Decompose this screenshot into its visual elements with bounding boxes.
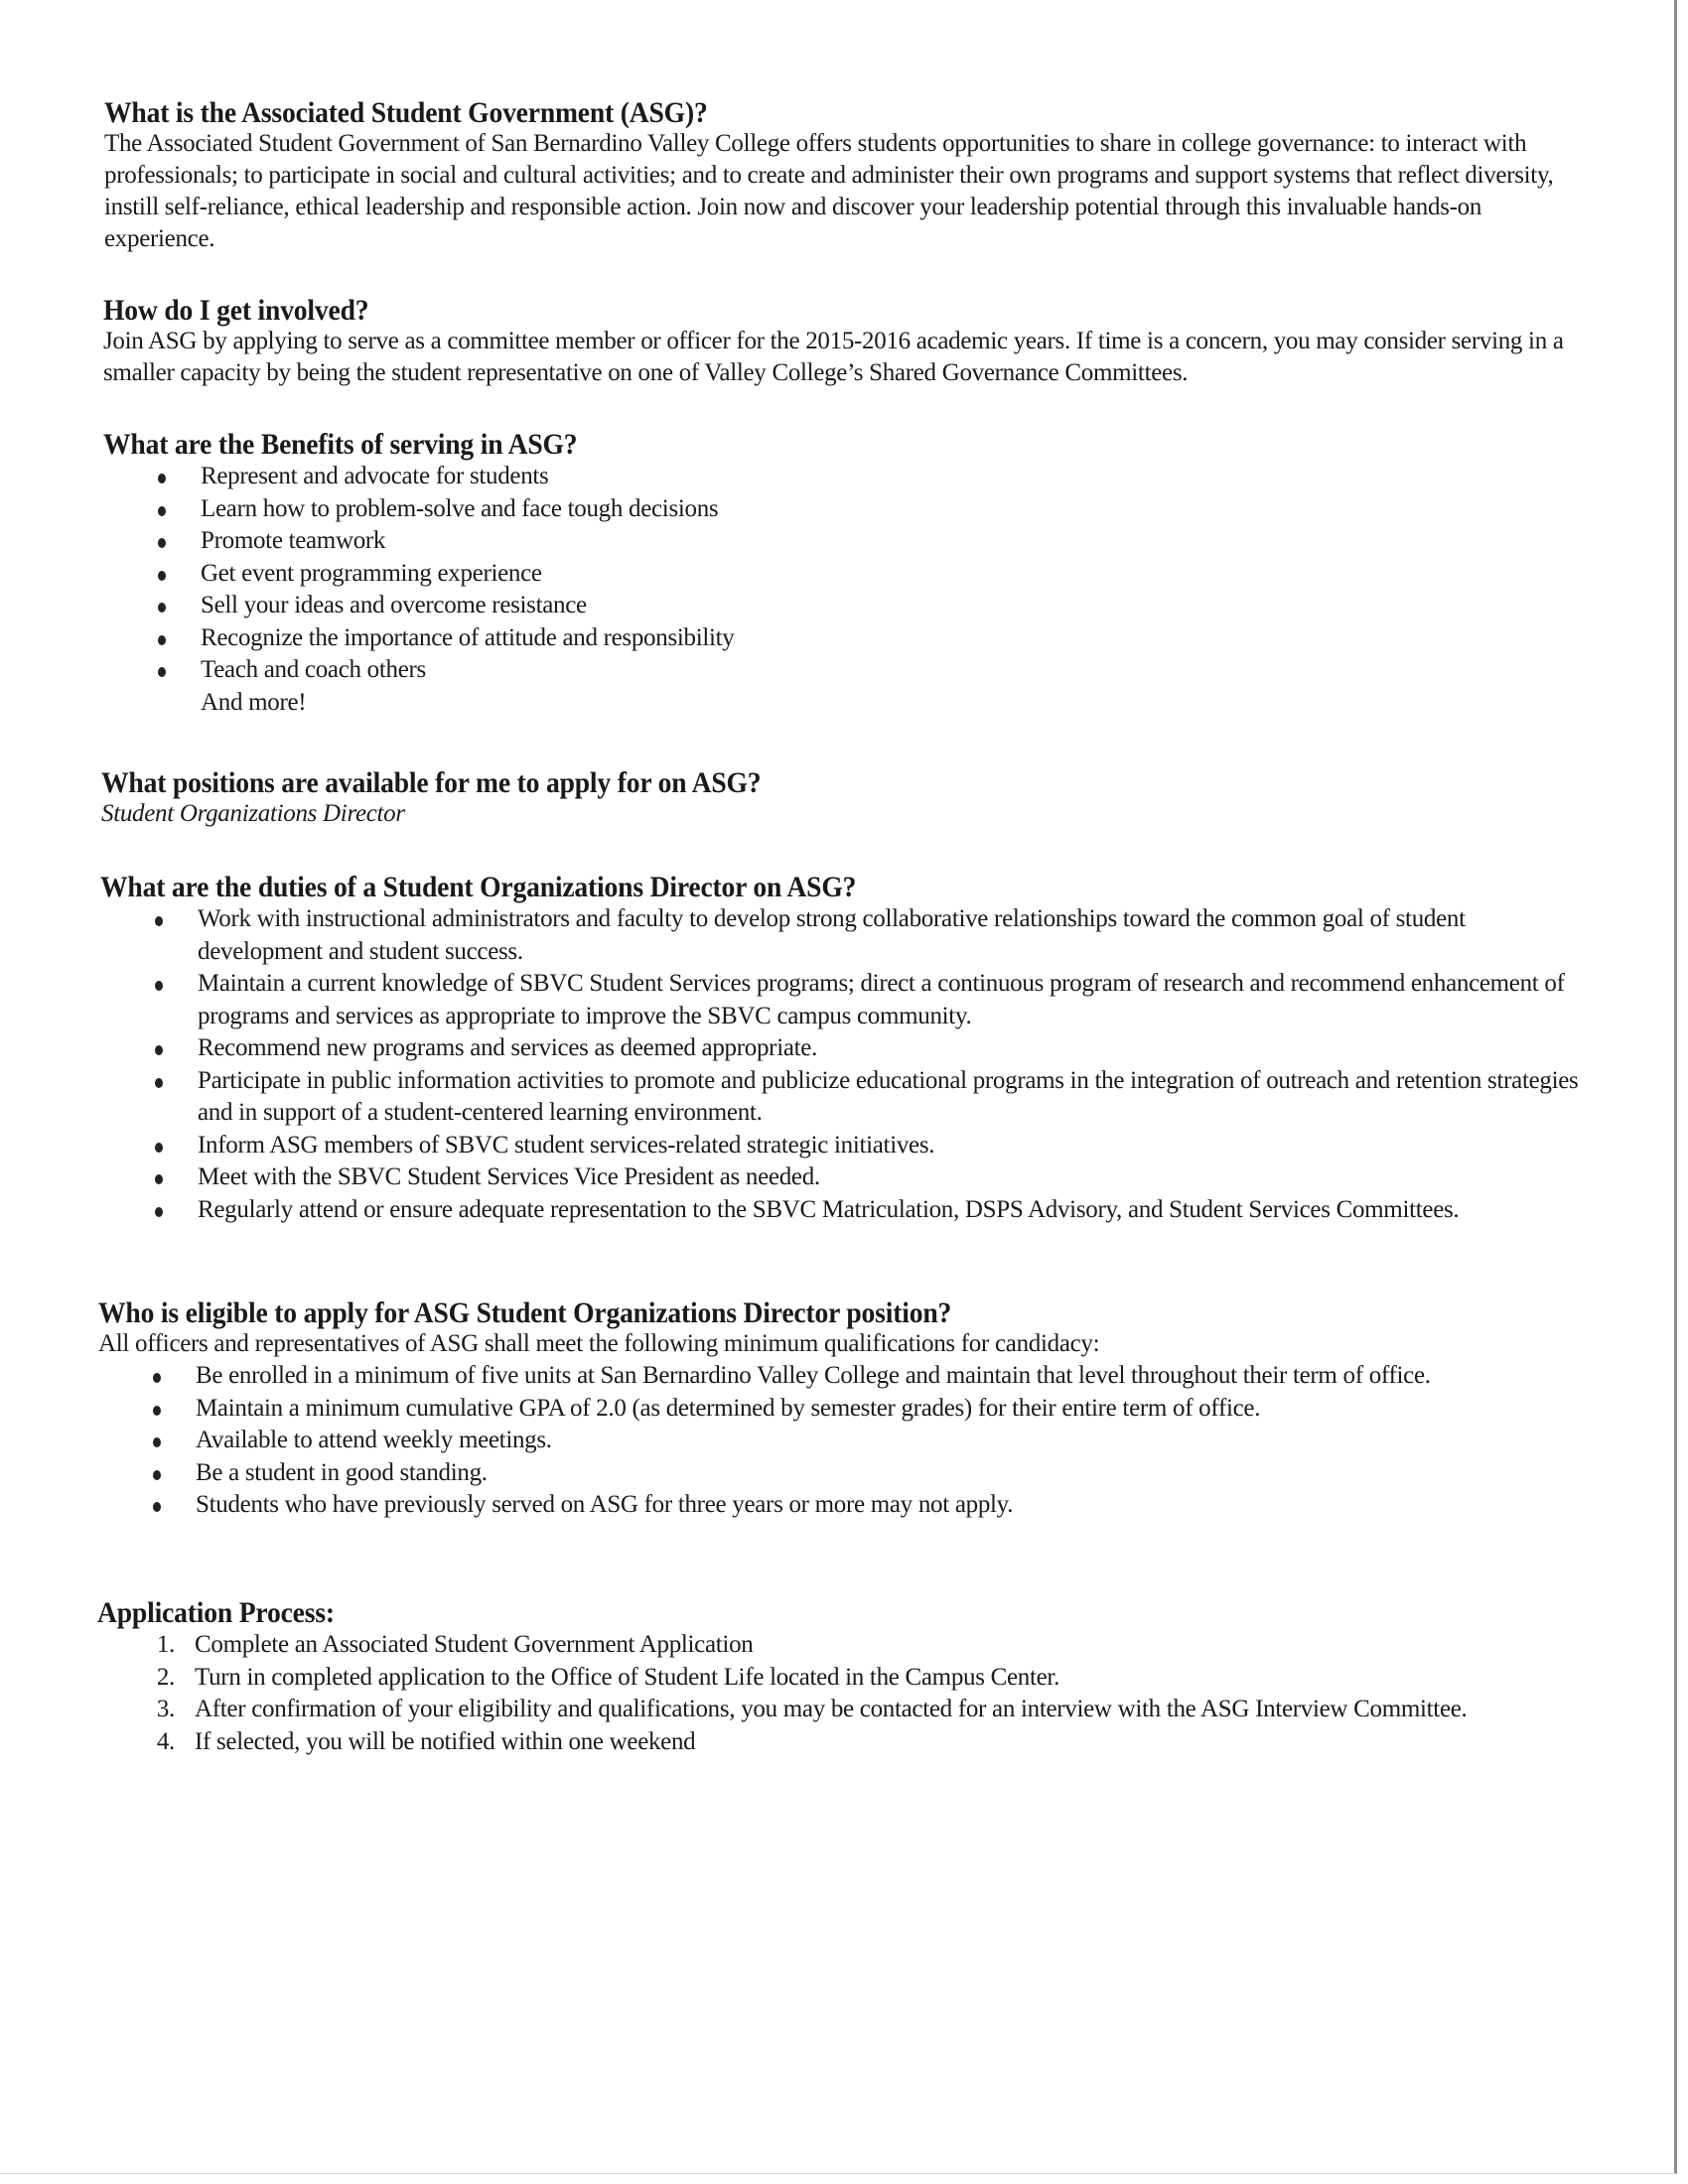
eligibility-list <box>98 1360 1538 1522</box>
bullet-icon <box>158 538 166 548</box>
list-item: Recognize the importance of attitude and responsibility <box>103 622 1593 655</box>
list-item: Meet with the SBVC Student Services Vice President as needed. <box>100 1161 1580 1194</box>
process-steps <box>97 1629 1547 1758</box>
list-item: 3. After confirmation of your eligibility and qualifications, you may be contacted for an interview with the ASG Interview Committee. <box>156 1696 1468 1722</box>
list-item: Be a student in good standing. <box>98 1457 1538 1490</box>
section-positions <box>101 766 1591 830</box>
section-heading: What are the duties of a Student Organizations Director on ASG? <box>100 871 857 903</box>
list-item: 4. If selected, you will be notified within one weekend <box>156 1727 696 1755</box>
list-item: Maintain a minimum cumulative GPA of 2.0 (as determined by semester grades) for their entire term of office. <box>98 1393 1538 1426</box>
list-item: Work with instructional administrators and faculty to develop strong collaborative relationships toward the common goal of student development and student success. <box>100 903 1580 968</box>
position-name: Student Organizations Director <box>101 800 405 827</box>
list-item: Teach and coach others <box>103 654 1593 687</box>
section-heading: Application Process: <box>97 1596 335 1629</box>
section-benefits <box>103 428 1593 719</box>
section-heading: What positions are available for me to apply for on ASG? <box>101 766 762 799</box>
section-get-involved <box>103 294 1593 389</box>
section-body: The Associated Student Government of San Bernardino Valley College offers students opportunities to share in college governance: to interact with professionals; to participate in social and cultural activities; and to create and administer their own programs and support systems that reflect diversity, instill self-reliance, ethical leadership and responsible action. Join now and discover your leadership potential through this invaluable hands-on experience. <box>104 130 1554 252</box>
bullet-icon <box>155 1045 163 1055</box>
bullet-icon <box>158 603 166 613</box>
list-item: 2. Turn in completed application to the Office of Student Life located in the Campus Center. <box>156 1663 1060 1691</box>
page-edge-right <box>1674 0 1677 2174</box>
bullet-icon <box>155 1207 163 1217</box>
bullet-icon <box>155 1078 163 1088</box>
section-heading: What is the Associated Student Government (ASG)? <box>104 96 708 129</box>
page-edge-bottom <box>0 2173 1676 2174</box>
list-item: Sell your ideas and overcome resistance <box>103 590 1593 622</box>
list-item: Be enrolled in a minimum of five units at San Bernardino Valley College and maintain that level throughout their term of office. <box>98 1360 1538 1393</box>
list-item: Students who have previously served on ASG for three years or more may not apply. <box>98 1489 1538 1522</box>
section-heading: What are the Benefits of serving in ASG? <box>103 428 578 461</box>
bullet-icon <box>153 1406 161 1416</box>
list-item: Get event programming experience <box>103 558 1593 591</box>
bullet-icon <box>158 667 166 677</box>
section-heading: Who is eligible to apply for ASG Student Organizations Director position? <box>98 1297 952 1329</box>
section-what-is-asg <box>104 96 1594 255</box>
bullet-icon <box>153 1502 161 1512</box>
bullet-icon <box>153 1373 161 1383</box>
benefits-list <box>103 461 1593 687</box>
list-item: Represent and advocate for students <box>103 461 1593 493</box>
bullet-icon <box>153 1437 161 1447</box>
section-eligibility <box>98 1297 1588 1522</box>
list-item: Promote teamwork <box>103 525 1593 558</box>
bullet-icon <box>158 506 166 516</box>
eligibility-intro: All officers and representatives of ASG shall meet the following minimum qualifications for candidacy: <box>98 1330 1100 1357</box>
list-item: Regularly attend or ensure adequate representation to the SBVC Matriculation, DSPS Advisory, and Student Services Committees. <box>100 1194 1580 1227</box>
section-body: Join ASG by applying to serve as a committee member or officer for the 2015-2016 academic years. If time is a concern, you may consider serving in a smaller capacity by being the student representative on one of Valley College’s Shared Governance Committees. <box>103 328 1564 386</box>
duties-list <box>100 903 1580 1226</box>
list-item: Maintain a current knowledge of SBVC Student Services programs; direct a continuous program of research and recommend enhancement of programs and services as appropriate to improve the SBVC campus community. <box>100 968 1580 1032</box>
list-item: Learn how to problem-solve and face tough decisions <box>103 493 1593 526</box>
bullet-icon <box>158 474 166 483</box>
bullet-icon <box>155 1143 163 1153</box>
bullet-icon <box>155 981 163 991</box>
bullet-icon <box>155 1174 163 1184</box>
bullet-icon <box>153 1470 161 1480</box>
section-heading: How do I get involved? <box>103 294 369 327</box>
benefits-closing: And more! <box>201 688 307 716</box>
section-duties <box>100 871 1590 1226</box>
bullet-icon <box>158 635 166 645</box>
bullet-icon <box>158 571 166 581</box>
list-item: Available to attend weekly meetings. <box>98 1425 1538 1457</box>
list-item: 1. Complete an Associated Student Government Application <box>156 1631 754 1658</box>
list-item: Participate in public information activities to promote and publicize educational programs in the integration of outreach and retention strategies and in support of a student-centered learning environment. <box>100 1065 1580 1130</box>
list-item: Inform ASG members of SBVC student services-related strategic initiatives. <box>100 1130 1580 1162</box>
list-item: Recommend new programs and services as deemed appropriate. <box>100 1032 1580 1065</box>
section-application-process <box>97 1596 1587 1758</box>
bullet-icon <box>155 916 163 926</box>
